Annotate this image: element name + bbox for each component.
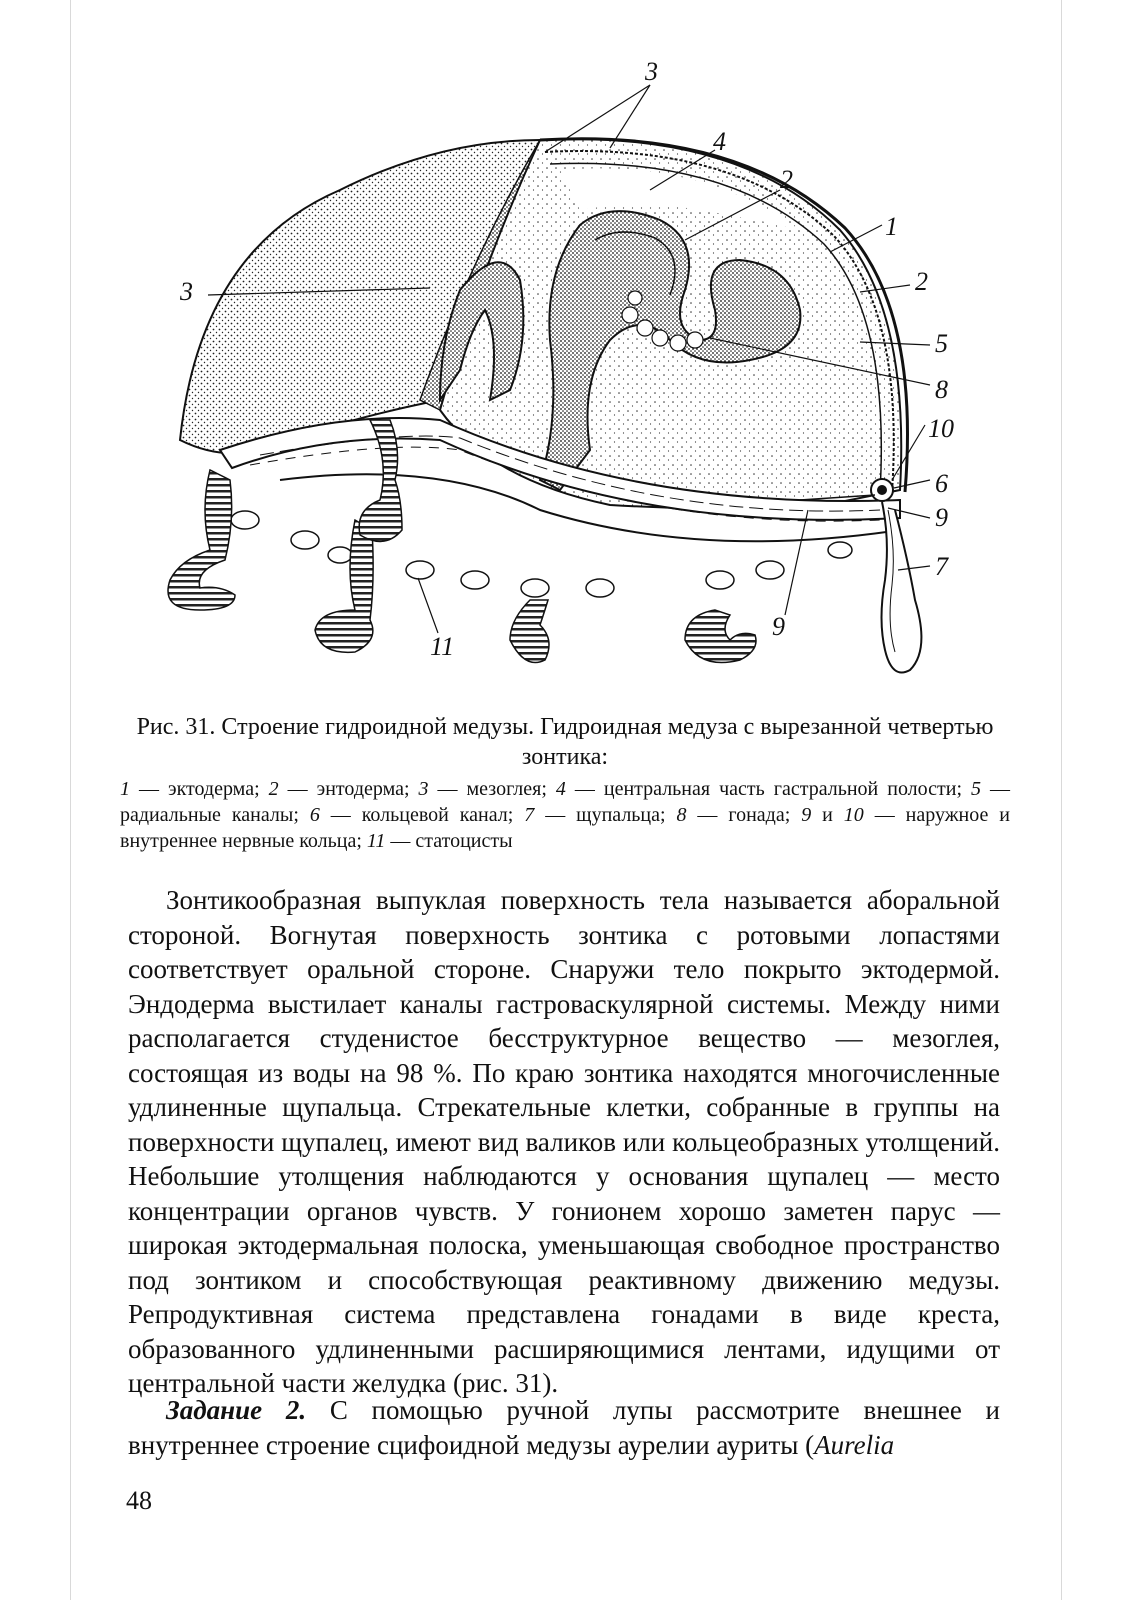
legend-text: — мезоглея; bbox=[428, 778, 556, 800]
figure-caption-title: Рис. 31. Строение гидроидной медузы. Гидроидная медуза с вырезанной четвертью зонтика: bbox=[136, 714, 994, 770]
label-3-top: 3 bbox=[645, 57, 658, 86]
legend-num: 1 bbox=[120, 778, 130, 800]
label-2-upper: 2 bbox=[780, 165, 793, 194]
page-edge-right bbox=[1061, 0, 1062, 1600]
label-3-left: 3 bbox=[180, 277, 193, 306]
legend-text: — гонада; bbox=[686, 804, 802, 826]
legend-text: — статоцисты bbox=[385, 830, 513, 852]
figure-caption-legend bbox=[120, 776, 1010, 854]
task-heading: Задание 2. bbox=[166, 1395, 307, 1425]
label-1: 1 bbox=[885, 212, 898, 241]
legend-num: 4 bbox=[555, 778, 566, 800]
label-6: 6 bbox=[935, 469, 948, 498]
label-11: 11 bbox=[430, 632, 455, 661]
task-text: С помощью ручной лупы рассмотрите внешнее и внутреннее строение сцифоидной медузы аурелии ауриты ( bbox=[128, 1395, 1000, 1460]
legend-text: — щупальца; bbox=[534, 804, 677, 826]
legend-num: 3 bbox=[418, 778, 429, 800]
legend-num: 2 bbox=[268, 778, 279, 800]
body-text bbox=[128, 883, 1000, 1401]
page-edge-left bbox=[70, 0, 71, 1600]
legend-text: — радиальные каналы; bbox=[120, 778, 1011, 826]
label-9-bottom: 9 bbox=[772, 612, 785, 641]
legend-num: 7 bbox=[524, 804, 535, 826]
legend-text: — эктодерма; bbox=[130, 778, 269, 800]
task-2 bbox=[128, 1393, 1000, 1462]
medusa-figure bbox=[140, 40, 1000, 700]
legend-num: 9 bbox=[801, 804, 812, 826]
legend-num: 10 bbox=[843, 804, 864, 826]
legend-text: — наружное и внутреннее нервные кольца; bbox=[120, 804, 1010, 852]
task-latin-name: Aurelia bbox=[814, 1429, 895, 1460]
page-number: 48 bbox=[126, 1486, 152, 1515]
label-8: 8 bbox=[935, 375, 948, 404]
legend-text: — центральная часть гастральной полости; bbox=[565, 778, 972, 800]
label-5: 5 bbox=[935, 329, 948, 358]
label-9-right: 9 bbox=[935, 503, 948, 532]
legend-num: 11 bbox=[366, 830, 386, 852]
label-2-lower: 2 bbox=[915, 267, 928, 296]
medusa-illustration bbox=[140, 40, 1000, 700]
body-paragraph: Зонтикообразная выпуклая поверхность тела называется аборальной стороной. Вогнутая поверхность зонтика с ротовыми лопастями соответствует оральной стороне. Снаружи тело покрыто эктодермой. Эндодерма выстилает каналы гастроваскулярной системы. Между ними располагается студенистое бесструктурное вещество — мезоглея, состоящая из воды на 98 %. По краю зонтика находятся многочисленные удлиненные щупальца. Стрекательные клетки, собранные в группы на поверхности щупалец, имеют вид валиков или кольцеобразных утолщений. Небольшие утолщения наблюдаются у основания щупалец — место концентрации органов чувств. У гонионем хорошо заметен парус — широкая эктодермальная полоска, уменьшающая свободное пространство под зонтиком и способствующая реактивному движению медузы. Репродуктивная система представлена гонадами в виде креста, образованного удлиненными расширяющимися лентами, идущими от центральной части желудка (рис. 31). bbox=[128, 885, 1000, 1398]
task-paragraph bbox=[128, 1393, 1000, 1462]
label-10: 10 bbox=[928, 414, 954, 443]
label-4: 4 bbox=[713, 127, 726, 156]
legend-num: 5 bbox=[971, 778, 982, 800]
legend-num: 8 bbox=[676, 804, 687, 826]
legend-text: — энтодерма; bbox=[278, 778, 419, 800]
legend-num: 6 bbox=[309, 804, 320, 826]
legend-text: — кольцевой канал; bbox=[319, 804, 525, 826]
label-7: 7 bbox=[935, 552, 948, 581]
legend-text: и bbox=[811, 804, 844, 826]
